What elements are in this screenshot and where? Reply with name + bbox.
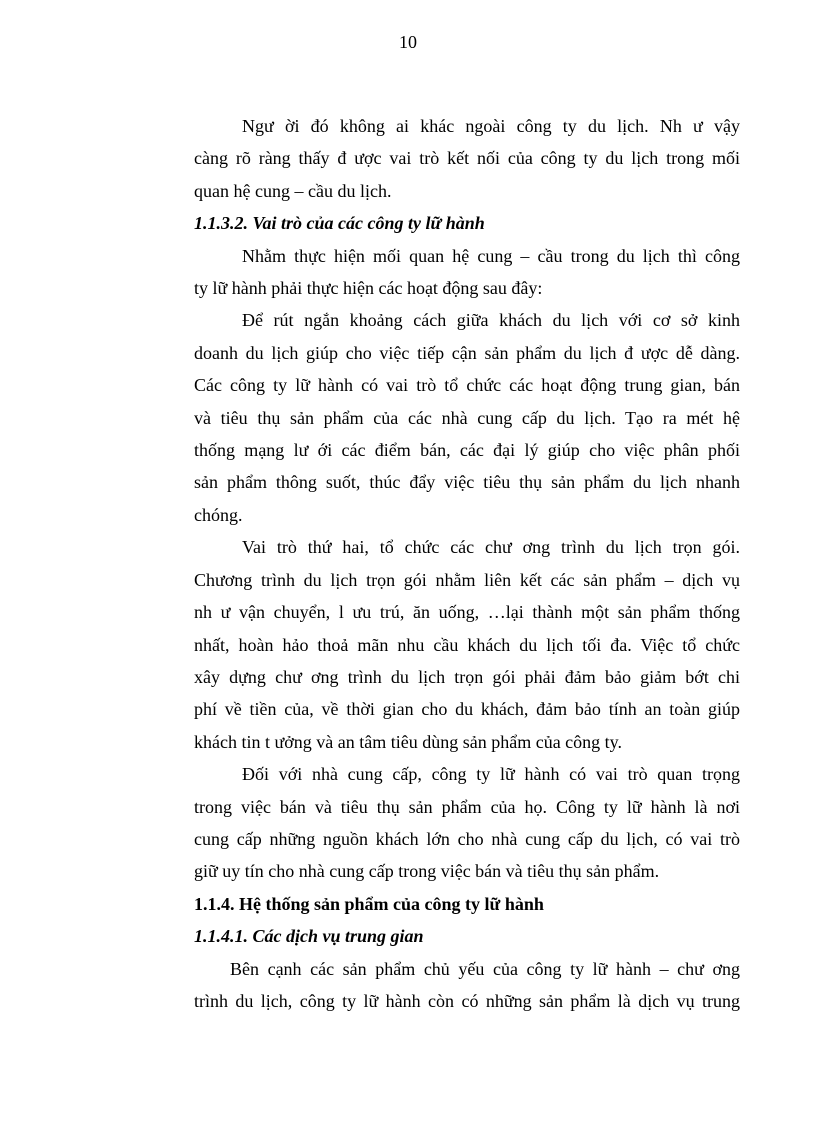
paragraph (194, 758, 740, 888)
document-body (194, 110, 740, 1017)
text-line: thống mạng lư ới các điểm bán, các đại lý giúp cho việc phân phối (194, 440, 740, 461)
text-line: chóng. (194, 504, 243, 525)
text-line: Để rút ngắn khoảng cách giữa khách du lịch với cơ sở kinh (242, 310, 740, 331)
section-heading: 1.1.4. Hệ thống sản phẩm của công ty lữ hành (194, 893, 544, 914)
text-line: doanh du lịch giúp cho việc tiếp cận sản phẩm du lịch đ ược dễ dàng. (194, 342, 740, 363)
text-line: khách tin t ưởng và an tâm tiêu dùng sản phẩm của công ty. (194, 731, 623, 752)
text-line: và tiêu thụ sản phẩm của các nhà cung cấp du lịch. Tạo ra mét hệ (194, 407, 740, 428)
text-line: càng rõ ràng thấy đ ược vai trò kết nối của công ty du lịch trong mối (194, 148, 740, 169)
text-line: Ngư ời đó không ai khác ngoài công ty du lịch. Nh ư vậy (242, 116, 740, 136)
text-line: Đối với nhà cung cấp, công ty lữ hành có vai trò quan trọng (242, 764, 740, 785)
text-line: cung cấp những nguồn khách lớn cho nhà cung cấp du lịch, có vai trò (194, 828, 740, 849)
text-line: Bên cạnh các sản phẩm chủ yếu của công ty lữ hành – chư ơng (230, 958, 740, 979)
section-heading: 1.1.3.2. Vai trò của các công ty lữ hành (194, 213, 485, 234)
text-line: Các công ty lữ hành có vai trò tổ chức các hoạt động trung gian, bán (194, 375, 740, 396)
text-line: phí về tiền của, về thời gian cho du khách, đảm bảo tính an toàn giúp (194, 699, 740, 720)
text-line: sản phẩm thông suốt, thúc đẩy việc tiêu thụ sản phẩm du lịch nhanh (194, 472, 740, 493)
text-line: trong việc bán và tiêu thụ sản phẩm của họ. Công ty lữ hành là nơi (194, 796, 740, 817)
paragraph (194, 110, 740, 207)
paragraph (194, 953, 740, 1018)
text-line: Chương trình du lịch trọn gói nhằm liên kết các sản phẩm – dịch vụ (194, 569, 740, 590)
paragraph (194, 240, 740, 305)
paragraph (194, 531, 740, 758)
text-line: xây dựng chư ơng trình du lịch trọn gói phải đảm bảo giảm bớt chi (194, 666, 740, 687)
text-line: giữ uy tín cho nhà cung cấp trong việc bán và tiêu thụ sản phẩm. (194, 861, 660, 882)
text-line: quan hệ cung – cầu du lịch. (194, 180, 392, 201)
paragraph (194, 304, 740, 531)
page-number: 10 (399, 32, 417, 52)
text-line: trình du lịch, công ty lữ hành còn có những sản phẩm là dịch vụ trung (194, 990, 740, 1011)
text-line: nhất, hoàn hảo thoả mãn nhu cầu khách du lịch tối đa. Việc tổ chức (194, 634, 740, 655)
text-line: nh ư vận chuyển, l ưu trú, ăn uống, …lại thành một sản phẩm thống (194, 602, 740, 623)
subsection-heading: 1.1.4.1. Các dịch vụ trung gian (194, 926, 424, 947)
text-line: ty lữ hành phải thực hiện các hoạt động sau đây: (194, 278, 543, 299)
text-line: Nhằm thực hiện mối quan hệ cung – cầu trong du lịch thì công (242, 245, 740, 266)
text-line: Vai trò thứ hai, tổ chức các chư ơng trình du lịch trọn gói. (242, 537, 740, 558)
